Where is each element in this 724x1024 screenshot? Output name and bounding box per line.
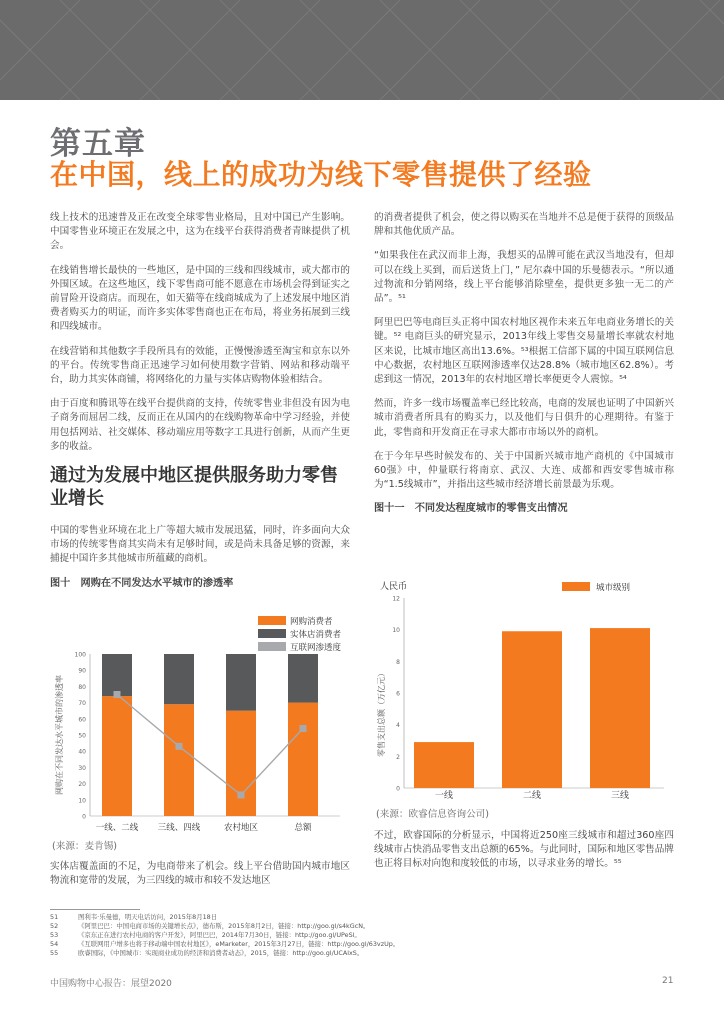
footnote-53 [50, 931, 674, 940]
y-tick-label: 60 [78, 716, 86, 724]
figure-10-title: 图十 网购在不同发达水平城市的渗透率 [50, 577, 234, 589]
figure-10-source: (来源：麦肯锡) [52, 841, 118, 852]
y-tick-label: 70 [78, 700, 86, 708]
bar-online-3 [288, 703, 318, 816]
footnote-55 [50, 949, 674, 958]
legend-label: 城市级别 [596, 583, 631, 593]
page-number: 21 [662, 976, 674, 986]
bar-1 [502, 631, 562, 788]
right-paragraph-3: 阿里巴巴等电商巨头正将中国农村地区视作未来五年电商业务增长的关键。⁵² 电商巨头的研究显示，2013年线上零售交易量增长率就农村地区来说，比城市地区高出13.6%。⁵³根据工信部下属的中国互联网信息中心数据，农村地区互联网渗透率仅达28.8%（城市地区62.8%）。考虑到这一情况，2013年的农村地区增长率便更令人震惊。⁵⁴ [374, 317, 674, 386]
bar-0 [414, 742, 474, 788]
legend-swatch-0 [258, 616, 286, 625]
chapter-title: 在中国，线上的成功为线下零售提供了经验 [50, 158, 592, 191]
footnotes [50, 913, 674, 958]
left-paragraph-5: 中国的零售业环境在北上广等超大城市发展迅猛，同时，许多面向大众市场的传统零售商其实尚未有足够时间，或是尚未具备足够的资源，来捕捉中国许多其他城市所蕴藏的商机。 [50, 525, 350, 565]
left-paragraph-2: 在线销售增长最快的一些地区，是中国的三线和四线城市，或大都市的外围区域。在这些地区，线下零售商可能不愿意在市场机会得到证实之前冒险开设商店。而现在，如天猫等在线商城成为了上述发展中地区消费者购买力的明证，而许多实体零售商也正在布局，将业务拓展到三线和四线城市。 [50, 264, 350, 333]
x-tick-label-1: 二线 [522, 791, 542, 801]
x-tick-label-2: 三线 [610, 791, 630, 801]
right-paragraph-2: “如果我住在武汉而非上海，我想买的品牌可能在武汉当地没有，但却可以在线上买到，而后送货上门，” 尼尔森中国的乐曼德表示。“所以通过物流和分销网络，线上平台能够消除壁垒，提供更多独一无二的产品”。⁵¹ [374, 250, 674, 305]
bar-online-2 [226, 711, 256, 816]
figure-11-title: 图十一 不同发达程度城市的零售支出情况 [374, 503, 568, 515]
right-paragraph-1: 的消费者提供了机会，使之得以购买在当地并不总是便于获得的顶级品牌和其他优质产品。 [374, 212, 674, 238]
legend-label-2: 互联网渗透度 [290, 643, 342, 653]
y-tick-label: 4 [396, 722, 400, 730]
footnote-number: 53 [50, 931, 59, 939]
penetration-point-1 [176, 743, 183, 750]
x-tick-label-2: 农村地区 [223, 823, 259, 833]
left-paragraph-4: 由于百度和腾讯等在线平台提供商的支持，传统零售业非但没有因为电子商务而屈居二线，反而正在从国内的在线购物革命中学习经验，并使用包括网站、社交媒体、移动端应用等数字工具进行创新，从而产生更多的收益。 [50, 398, 350, 452]
unit-label: 人民币 [380, 582, 408, 592]
legend-swatch-1 [258, 629, 286, 638]
footnote-text: 《京东正在进行农村电商的客户开发》，阿里巴巴，2014年7月30日，链接：http://goo.gl/UPeSl。 [78, 931, 361, 939]
figure-11-source: (来源：欧睿信息咨询公司) [376, 809, 490, 820]
section-heading: 通过为发展中地区提供服务助力零售业增长 [50, 465, 338, 510]
legend-swatch [562, 582, 590, 591]
footnote-51 [50, 913, 674, 922]
footnote-text: 《阿里巴巴：中国电商市场的关键增长点》，德布斯，2015年8月2日，链接：http://goo.gl/s4kGcN。 [78, 922, 370, 930]
y-tick-label: 100 [74, 651, 86, 659]
bar-online-0 [102, 696, 132, 816]
x-tick-label-3: 总额 [294, 823, 312, 833]
y-tick-label: 40 [78, 748, 86, 756]
y-tick-label: 90 [78, 667, 86, 675]
legend-swatch-2 [258, 642, 286, 651]
header-banner [0, 0, 724, 100]
right-paragraph-6-text: 不过，欧睿国际的分析显示，中国将近250座三线城市和超过360座四线城市占快消品零售支出总额的65%。与此同时，国际和地区零售品牌也正将目标对向饱和度较低的市场，以寻求业务的增长。⁵⁵ [374, 830, 674, 870]
bar-store-3 [288, 654, 318, 703]
y-tick-label: 20 [78, 781, 86, 789]
footnote-54 [50, 940, 674, 949]
y-tick-label: 80 [78, 683, 86, 691]
x-tick-label-1: 三线、四线 [157, 823, 201, 833]
footnote-text: 欧睿国际，《中国城市：实现商业成功的经济和消费者动态》，2015，链接：http://goo.gl/UCAlxS。 [78, 949, 364, 957]
bar-store-2 [226, 654, 256, 711]
left-paragraph-6-text: 实体店覆盖面的不足，为电商带来了机会。线上平台借助国内城市地区物流和宽带的发展，为三四线的城市和较不发达地区 [50, 861, 350, 887]
y-tick-label: 12 [392, 595, 400, 603]
bar-2 [590, 628, 650, 788]
bar-store-0 [102, 654, 132, 696]
y-tick-label: 2 [396, 753, 400, 761]
penetration-point-3 [300, 725, 307, 732]
chapter-label: 第五章 [50, 126, 146, 162]
y-tick-label: 10 [392, 627, 400, 635]
right-paragraph-4: 然而，许多一线市场覆盖率已经比较高，电商的发展也证明了中国新兴城市消费者所具有的购买力，以及他们与日俱升的心理期待。有鉴于此，零售商和开发商正在寻求大都市市场以外的商机。 [374, 398, 674, 438]
penetration-point-2 [238, 791, 245, 798]
bar-online-1 [164, 704, 194, 816]
legend-label-1: 实体店消费者 [290, 630, 342, 640]
y-tick-label: 50 [78, 732, 86, 740]
bar-store-1 [164, 654, 194, 704]
y-axis-label: 零售支出总额（万亿元） [377, 669, 386, 757]
penetration-line [117, 695, 303, 795]
footnote-text: 图利韦·乐曼德，明天电话访问，2015年8月18日 [78, 913, 218, 921]
footer-report-title: 中国购物中心报告：展望2020 [50, 979, 172, 989]
footnote-divider [50, 909, 140, 910]
banner-pattern [0, 0, 724, 100]
footnote-text: 《互联网用户增多也将于移动端中国农村地区》，eMarketer，2015年3月27日，链接：http://goo.gl/63vzUp。 [78, 940, 400, 948]
figure-10-chart [50, 606, 350, 838]
left-paragraph-1: 线上技术的迅速普及正在改变全球零售业格局，且对中国已产生影响。中国零售业环境正在发展之中，这为在线平台获得消费者青睐提供了机会。 [50, 212, 350, 252]
y-tick-label: 0 [82, 813, 86, 821]
left-paragraph-6 [50, 860, 350, 898]
y-axis-label: 网购在不同发达水平城市的渗透率 [55, 675, 64, 795]
penetration-point-0 [114, 691, 121, 698]
footnote-52 [50, 922, 674, 931]
x-tick-label-0: 一线、二线 [95, 823, 139, 833]
right-paragraph-6 [374, 829, 674, 882]
y-tick-label: 6 [396, 690, 400, 698]
y-tick-label: 30 [78, 764, 86, 772]
footnote-number: 51 [50, 913, 59, 921]
footnote-number: 52 [50, 922, 59, 930]
footnote-number: 54 [50, 940, 59, 948]
left-column [50, 211, 350, 591]
legend-label-0: 网购消费者 [290, 617, 333, 627]
y-tick-label: 10 [78, 797, 86, 805]
right-column [374, 211, 674, 517]
y-tick-label: 8 [396, 658, 400, 666]
left-paragraph-3: 在线营销和其他数字手段所具有的效能，正慢慢渗透至淘宝和京东以外的平台。传统零售商正迅速学习如何使用数字营销、网站和移动端平台，助力其实体商铺，将网络化的力量与实体店购物体验相结合。 [50, 345, 350, 386]
y-tick-label: 0 [396, 785, 400, 793]
footnote-number: 55 [50, 949, 59, 957]
figure-11-chart [374, 575, 674, 805]
right-paragraph-5: 在于今年早些时候发布的、关于中国新兴城市地产商机的《中国城市60强》中，仲量联行将南京、武汉、大连、成都和西安零售城市称为“1.5线城市”，并指出这些城市经济增长前景最为乐观。 [374, 450, 674, 491]
x-tick-label-0: 一线 [434, 791, 454, 801]
